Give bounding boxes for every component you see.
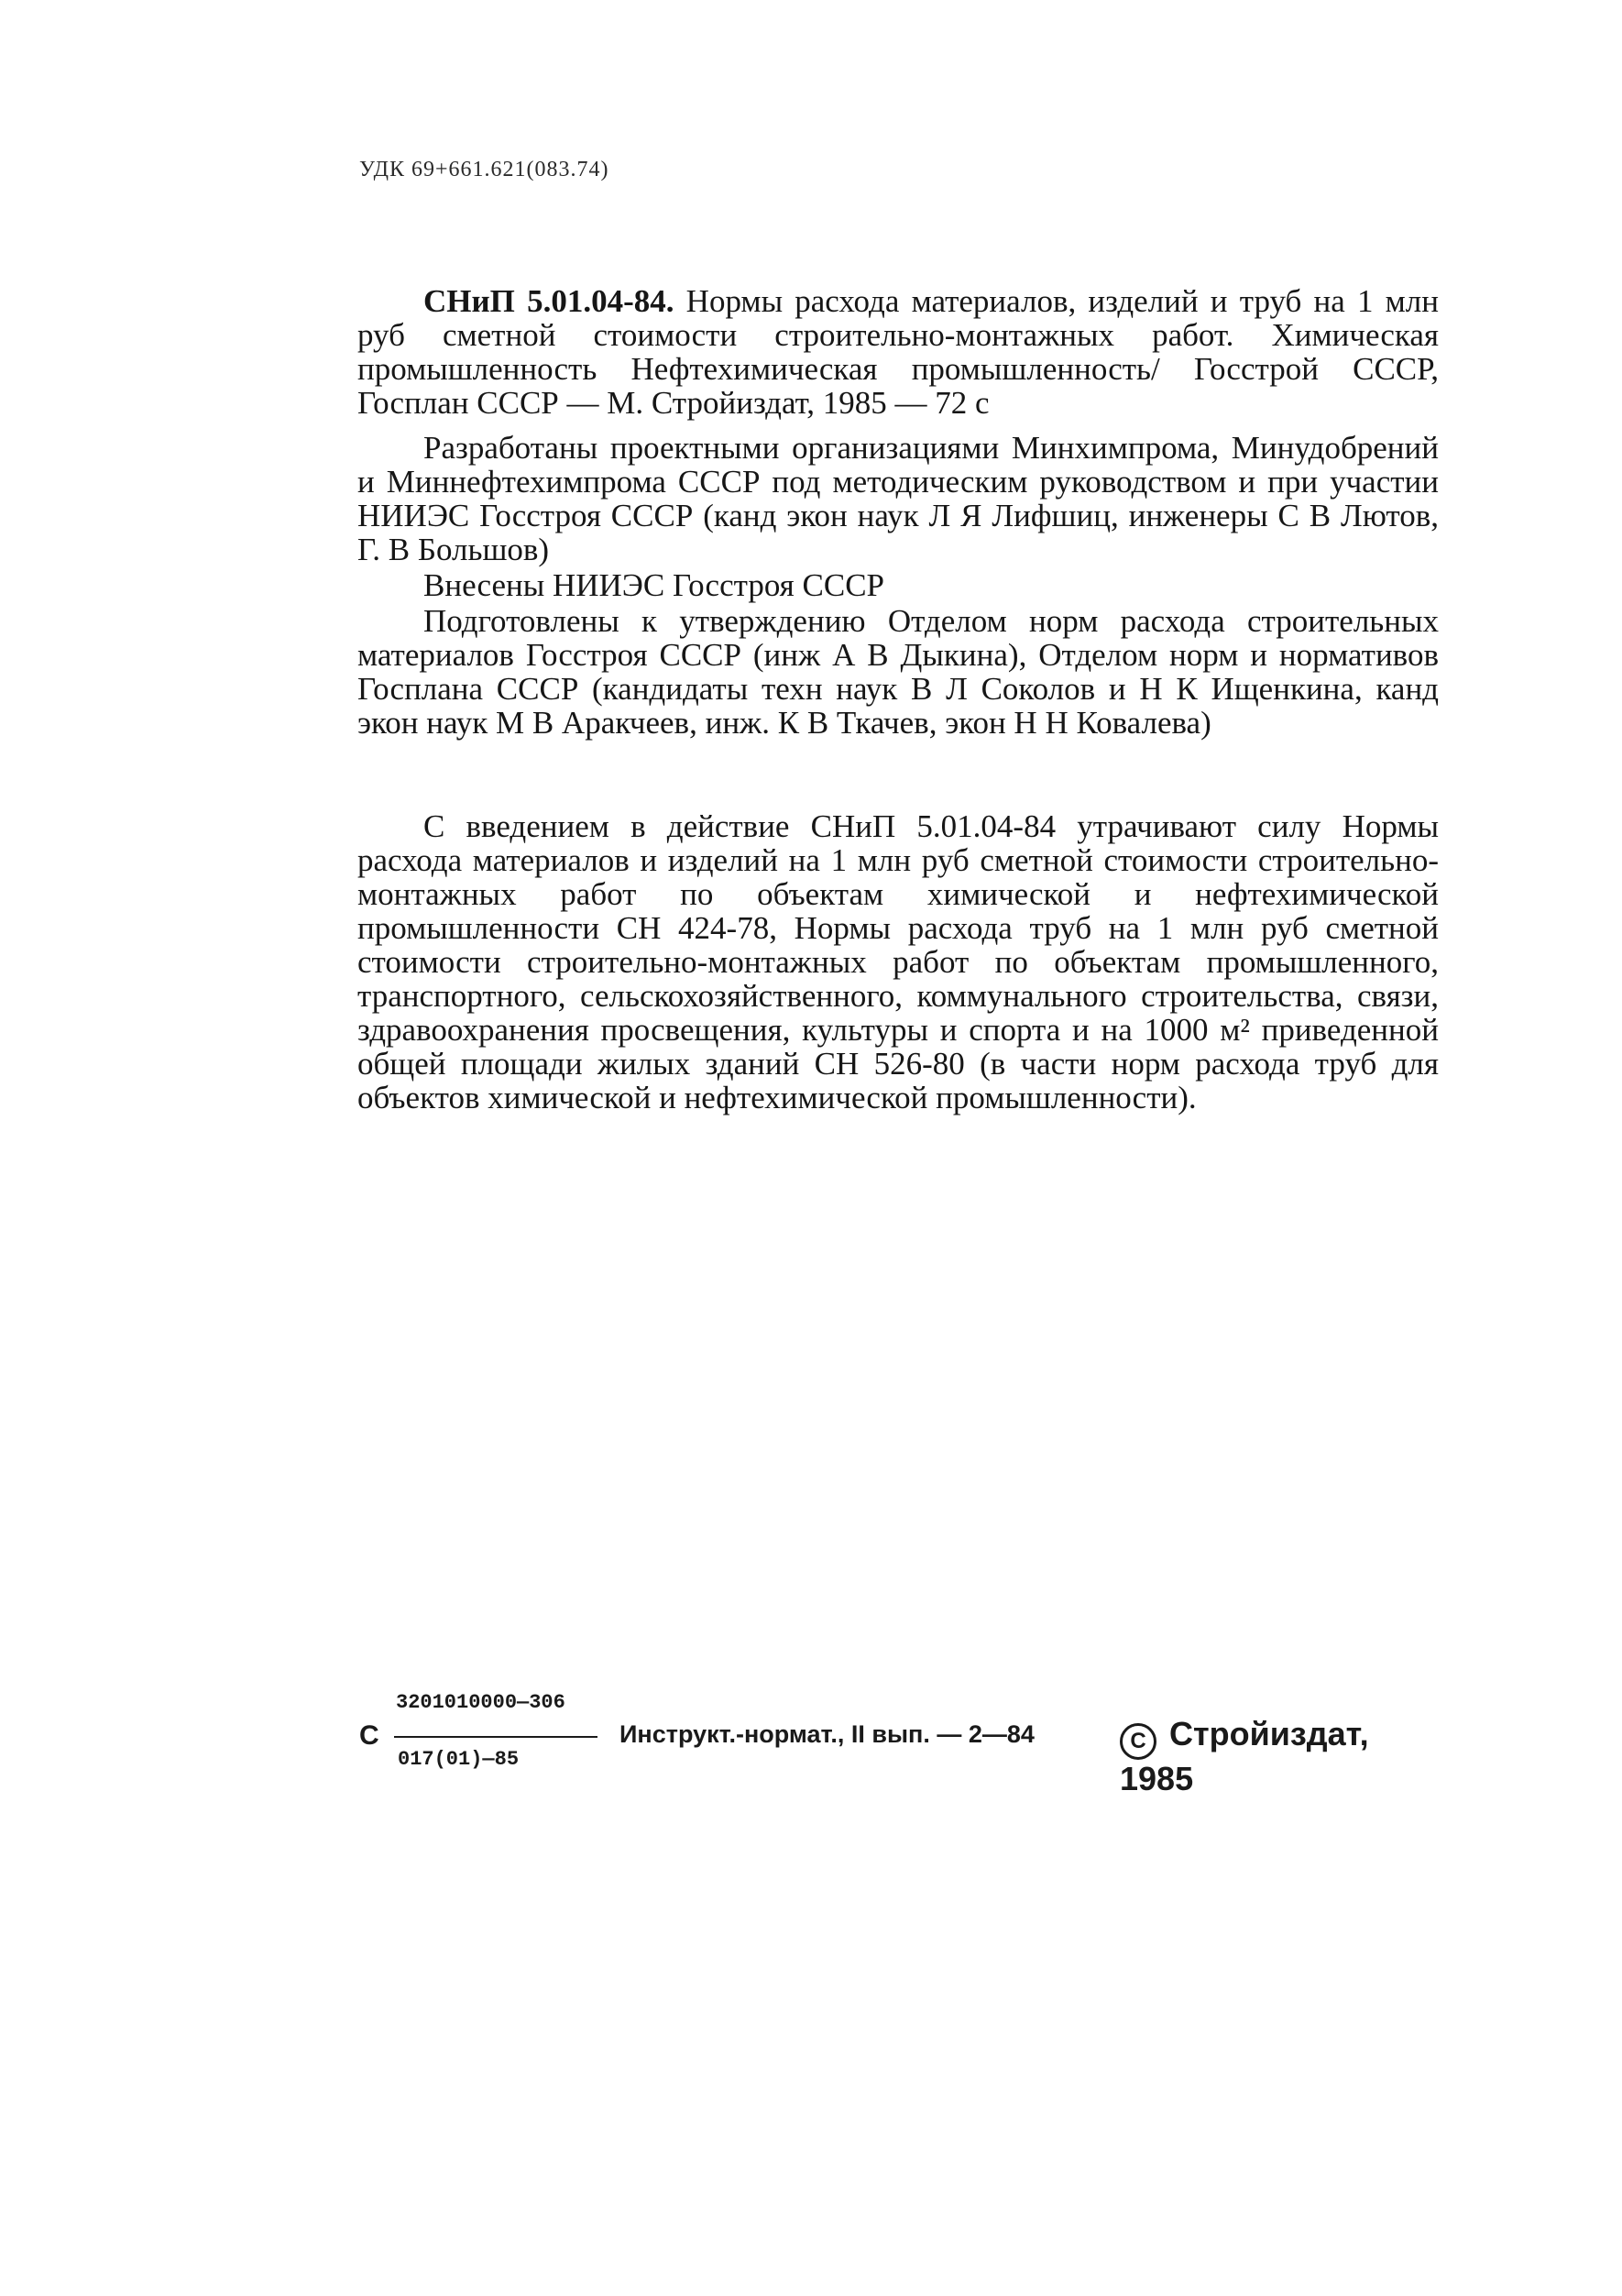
bibliographic-record: [357, 284, 1439, 420]
imprint-denominator: 017(01)—85: [398, 1748, 520, 1771]
supersession-paragraph: С введением в действие СНиП 5.01.04-84 утрачивают силу Нормы расхода материалов и изделий на 1 млн руб сметной стоимости строительно-монтажных работ по объектам химической и нефтехимической промышленности СН 424-78, Нормы расхода труб на 1 млн руб сметной стоимости строительно-монтажных работ по объектам промышленного, транспортного, сельскохозяйственного, коммунального строительства, связи, здравоохранения просвещения, культуры и спорта и на 1000 м² приведенной общей площади жилых зданий СН 526-80 (в части норм расхода труб для объектов химической и нефтехимической промышленности).: [357, 808, 1439, 1115]
copyright-icon: C: [1120, 1723, 1156, 1760]
imprint-numerator: 3201010000—306: [396, 1691, 565, 1714]
imprint-letter: С: [359, 1720, 379, 1751]
copyright-notice: [1120, 1715, 1450, 1798]
bibliographic-description: Нормы расхода материалов, изделий и труб на 1 млн руб сметной стоимости строительно-монтажных работ. Химическая промышленность Нефтехимическая промышленность/ Госстрой СССР, Госплан СССР — М. Стройиздат, 1985 — 72 с: [357, 283, 1440, 421]
standard-code: СНиП 5.01.04-84.: [423, 283, 674, 319]
series-info: Инструкт.-нормат., II вып. — 2—84: [619, 1720, 1035, 1748]
supersession-notice: [357, 809, 1439, 1115]
prepared-by-paragraph: Подготовлены к утверждению Отделом норм расхода строительных материалов Госстроя СССР (инж А В Дыкина), Отделом норм и нормативов Госплана СССР (кандидаты техн наук В Л Соколов и Н К Ищенкина, канд экон наук М В Аракчеев, инж. К В Ткачев, экон Н Н Ковалева): [357, 603, 1439, 741]
submitted-by-paragraph: Внесены НИИЭС Госстроя СССР: [423, 567, 885, 603]
udk-code: УДК 69+661.621(083.74): [359, 158, 609, 181]
imprint-line: [359, 1691, 1450, 1797]
credits-section: [357, 431, 1439, 740]
publisher-name: Стройиздат, 1985: [1120, 1715, 1369, 1797]
fraction-line: [394, 1736, 597, 1738]
developed-by-paragraph: Разработаны проектными организациями Минхимпрома, Минудобрений и Миннефтехимпрома СССР под методическим руководством и при участии НИИЭС Госстроя СССР (канд экон наук Л Я Лифшиц, инженеры С В Лютов, Г. В Большов): [357, 430, 1439, 567]
